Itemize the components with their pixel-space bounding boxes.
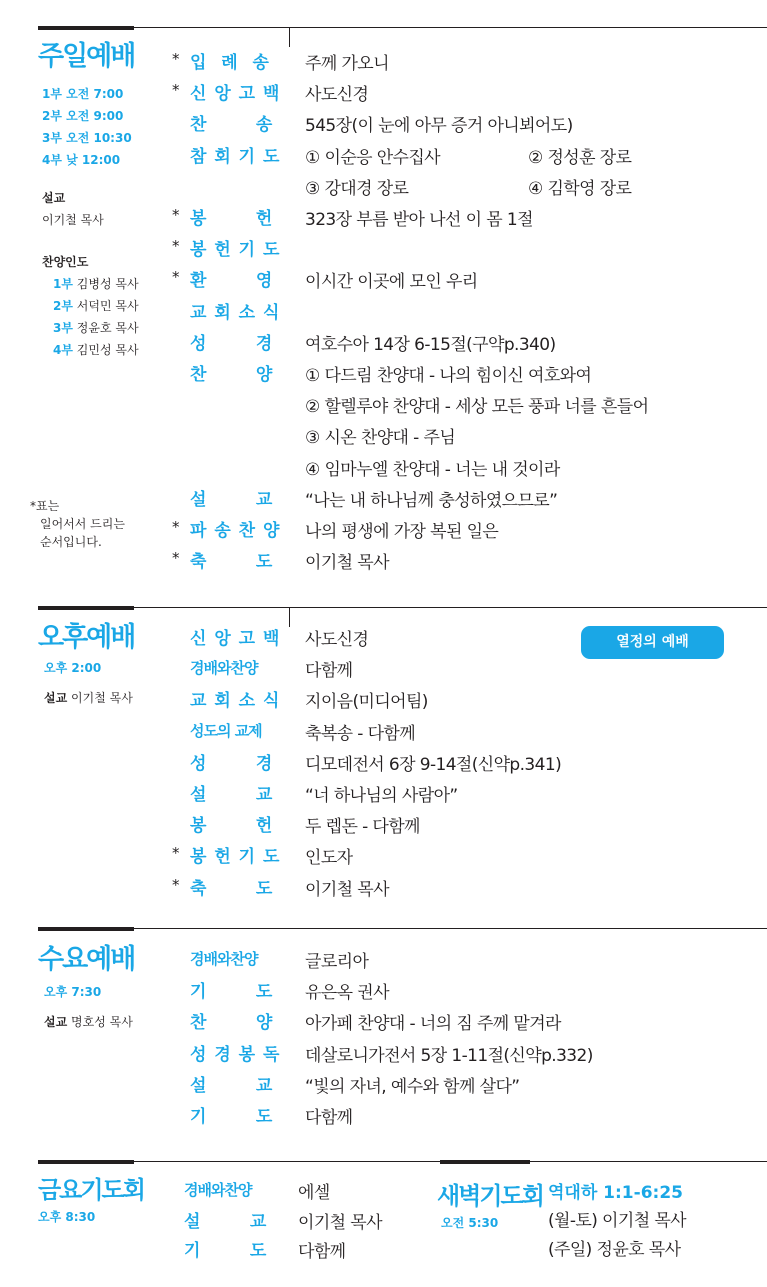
order-row [0, 683, 767, 714]
order-row [0, 974, 767, 1005]
order-row [0, 544, 767, 575]
standing-star-icon: * [172, 237, 180, 256]
time-line: 1부 오전 7:00 [42, 87, 124, 101]
order-row [0, 777, 767, 808]
sermon-label: 설교 [42, 191, 66, 205]
leader-part: 3부 [53, 321, 73, 335]
order-label: 설 교 [190, 785, 274, 805]
friday-time: 오후 8:30 [38, 1210, 96, 1224]
star-mark: * [30, 499, 36, 513]
dawn-scripture: 역대하 1:1-6:25 [548, 1183, 683, 1203]
standing-star-icon: * [172, 875, 180, 894]
order-value: 아가페 찬양대 - 너의 짐 주께 맡겨라 [305, 1014, 561, 1035]
order-label: 기 도 [190, 1107, 274, 1127]
order-row [0, 1037, 767, 1068]
sermon-by: 이기철 목사 [42, 213, 104, 227]
dawn-line: (월-토) 이기철 목사 [548, 1211, 686, 1231]
order-row [0, 388, 767, 419]
section-top-rule [440, 1160, 530, 1164]
order-row [0, 943, 767, 974]
sunday-title: 주일예배 [38, 41, 135, 72]
order-label: 신 앙 고 백 [190, 84, 281, 105]
order-row [0, 139, 767, 170]
order-row [0, 715, 767, 746]
order-row [0, 621, 767, 652]
leader-name: 김민성 목사 [76, 343, 139, 357]
section-top-rule [38, 927, 134, 931]
order-row [0, 871, 767, 902]
leader-name: 정윤호 목사 [76, 321, 139, 335]
order-row [0, 45, 767, 76]
lead-label: 찬양인도 [42, 255, 89, 269]
leader-part: 4부 [53, 343, 73, 357]
dawn-time: 오전 5:30 [441, 1216, 499, 1230]
order-label: 교 회 소 식 [190, 302, 281, 323]
order-value: ① 다드림 찬양대 - 나의 힘이신 여호와여 [305, 366, 592, 386]
order-label: 찬 양 [190, 365, 274, 385]
section-top-rule [134, 607, 767, 608]
order-value: 글로리아 [305, 952, 369, 972]
order-label: 경배와찬양 [184, 1181, 252, 1199]
section-top-rule [38, 26, 134, 30]
section-top-rule [134, 27, 767, 28]
leader-name: 김병성 목사 [76, 277, 139, 291]
order-value: 나의 평생에 가장 복된 일은 [305, 522, 499, 542]
order-row [0, 513, 767, 544]
afternoon-title: 오후예배 [38, 622, 135, 653]
order-row [0, 357, 767, 388]
order-value: 사도신경 [305, 630, 369, 650]
order-value-secondary: ② 정성훈 장로 [528, 147, 632, 168]
order-value: ③ 강대경 장로 [305, 178, 409, 199]
time-line: 2부 오전 9:00 [42, 109, 124, 123]
section-top-rule [530, 1161, 767, 1162]
standing-star-icon: * [172, 844, 180, 863]
order-label: 입 례 송 [190, 53, 270, 73]
order-value: 인도자 [305, 848, 353, 869]
sermon-by: 이기철 목사 [71, 691, 133, 705]
order-row [0, 746, 767, 777]
order-row [0, 482, 767, 513]
order-value: 다함께 [298, 1242, 346, 1262]
order-value: 다함께 [305, 1108, 353, 1128]
order-value: “빛의 자녀, 예수와 함께 살다” [305, 1076, 520, 1097]
order-label: 축 도 [190, 552, 274, 573]
note-line: 일어서서 드리는 [40, 517, 125, 531]
section-top-rule [134, 1161, 440, 1162]
order-label: 설 교 [190, 1075, 274, 1096]
order-label: 환 영 [190, 271, 274, 292]
order-row [0, 295, 767, 326]
order-label: 봉 헌 기 도 [190, 847, 281, 868]
note-line: 표는 [36, 499, 60, 513]
order-value: 다함께 [305, 661, 353, 682]
order-label: 찬 양 [190, 1013, 274, 1034]
order-label: 설 교 [190, 489, 274, 510]
afternoon-time: 오후 2:00 [44, 661, 102, 675]
order-label: 성 경 [190, 753, 274, 774]
leader-part: 2부 [53, 299, 73, 313]
dawn-title: 새벽기도회 [437, 1182, 543, 1210]
order-value: 주께 가오니 [305, 54, 389, 74]
section-top-rule [38, 606, 134, 610]
order-label: 교 회 소 식 [190, 691, 281, 712]
sermon-label: 설교 [44, 1015, 68, 1029]
passion-worship-badge: 열정의 예배 [581, 626, 724, 659]
order-value: 이기철 목사 [305, 553, 389, 574]
friday-title: 금요기도회 [38, 1176, 144, 1204]
time-line: 3부 오전 10:30 [42, 131, 132, 145]
order-value: 데살로니가전서 5장 1-11절(신약p.332) [305, 1045, 593, 1066]
order-value: “너 하나님의 사람아” [305, 786, 458, 806]
order-row [0, 76, 767, 107]
order-row [0, 1005, 767, 1036]
order-row [0, 107, 767, 138]
sermon-label: 설교 [44, 691, 68, 705]
order-label: 성 경 봉 독 [190, 1044, 281, 1065]
order-value: 이기철 목사 [298, 1212, 382, 1233]
leader-part: 1부 [53, 277, 73, 291]
order-value: 두 렙돈 - 다함께 [305, 817, 420, 838]
order-label: 봉 헌 [190, 209, 274, 229]
order-row [0, 808, 767, 839]
order-label: 설 교 [184, 1211, 268, 1232]
section-top-rule [38, 1160, 134, 1164]
order-row [0, 232, 767, 263]
order-row [0, 839, 767, 870]
order-label: 축 도 [190, 878, 274, 899]
order-value: 사도신경 [305, 85, 369, 106]
order-row [0, 263, 767, 294]
order-label: 봉 헌 기 도 [190, 240, 281, 261]
order-row [0, 652, 767, 683]
order-value: 에셀 [298, 1183, 330, 1203]
order-row [0, 170, 767, 201]
order-label: 경배와찬양 [190, 950, 258, 968]
leader-name: 서덕민 목사 [76, 299, 139, 313]
order-value: ③ 시온 찬양대 - 주님 [305, 428, 456, 449]
standing-star-icon: * [172, 50, 180, 68]
order-label: 참 회 기 도 [190, 146, 281, 167]
standing-star-icon: * [172, 268, 180, 287]
order-label: 기 도 [190, 982, 274, 1003]
order-row [0, 451, 767, 482]
wednesday-title: 수요예배 [38, 944, 135, 975]
order-row [0, 201, 767, 232]
order-value-secondary: ④ 김학영 장로 [528, 178, 632, 199]
order-value: ① 이순응 안수집사 [305, 147, 441, 168]
section-top-rule [134, 928, 767, 929]
order-value: “나는 내 하나님께 충성하였으므로” [305, 490, 558, 511]
order-value: 디모데전서 6장 9-14절(신약p.341) [305, 754, 562, 775]
standing-star-icon: * [172, 518, 180, 536]
note-line: 순서입니다. [40, 535, 102, 549]
order-row [0, 419, 767, 450]
order-value: 545장(이 눈에 아무 증거 아니뵈어도) [305, 116, 573, 137]
order-value: ② 할렐루야 찬양대 - 세상 모든 풍파 너를 흔들어 [305, 397, 649, 418]
order-value: 323장 부름 받아 나선 이 몸 1절 [305, 210, 533, 230]
order-value: 여호수아 14장 6-15절(구약p.340) [305, 334, 556, 355]
time-line: 4부 낮 12:00 [42, 153, 121, 167]
order-row [0, 1099, 767, 1130]
order-label: 성도의 교제 [190, 721, 262, 740]
order-value: 이시간 이곳에 모인 우리 [305, 272, 478, 293]
standing-star-icon: * [172, 549, 180, 568]
order-label: 기 도 [184, 1241, 268, 1261]
order-row [0, 326, 767, 357]
order-label: 성 경 [190, 333, 274, 354]
order-row [0, 1068, 767, 1099]
order-label: 봉 헌 [190, 816, 274, 837]
order-value: 지이음(미디어팀) [305, 692, 428, 713]
standing-star-icon: * [172, 81, 180, 100]
dawn-line: (주일) 정윤호 목사 [548, 1240, 681, 1260]
wednesday-time: 오후 7:30 [44, 985, 102, 999]
order-value: 이기철 목사 [305, 879, 389, 900]
standing-star-icon: * [172, 206, 180, 224]
order-label: 찬 송 [190, 115, 274, 136]
order-value: 유은옥 권사 [305, 983, 389, 1004]
order-label: 파 송 찬 양 [190, 521, 281, 541]
order-label: 신 앙 고 백 [190, 629, 281, 649]
divider-tick [289, 27, 290, 47]
sermon-by: 명호성 목사 [71, 1015, 133, 1029]
order-value: 축복송 - 다함께 [305, 723, 416, 744]
order-label: 경배와찬양 [190, 659, 258, 678]
order-value: ④ 임마누엘 찬양대 - 너는 내 것이라 [305, 459, 560, 480]
